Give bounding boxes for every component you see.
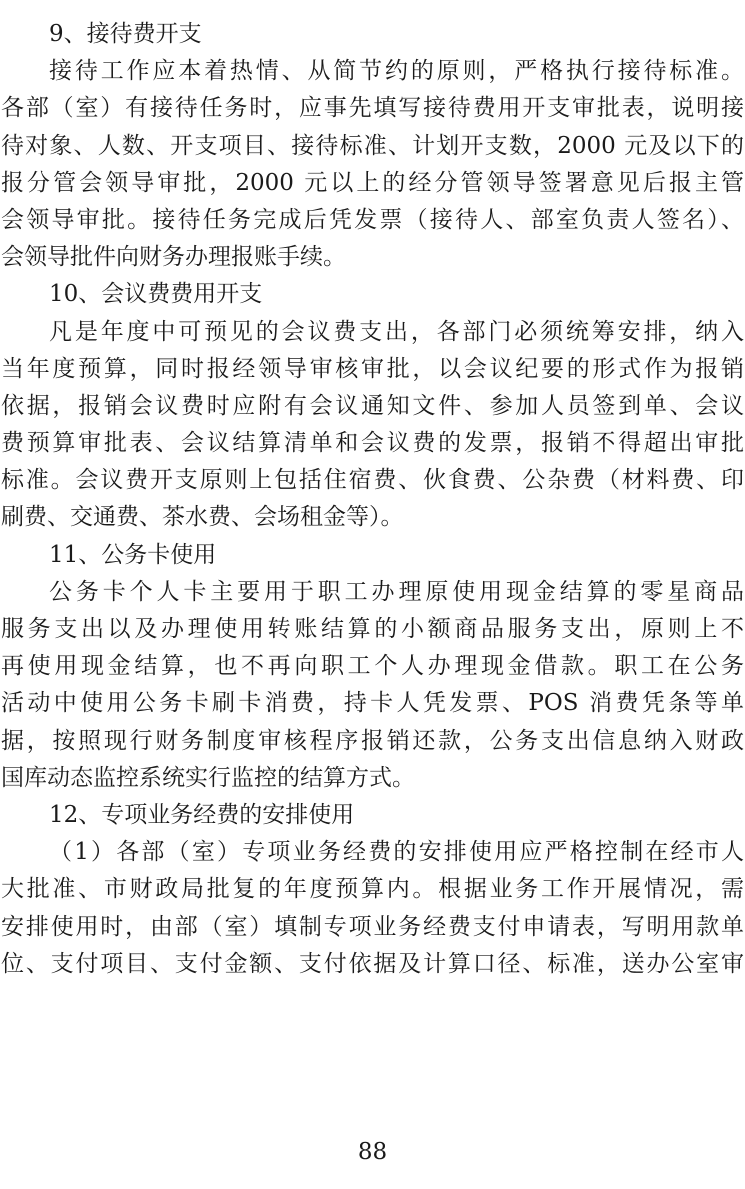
text-line: 标准。会议费开支原则上包括住宿费、伙食费、公杂费（材料费、印 xyxy=(1,467,744,494)
text-line: 各部（室）有接待任务时，应事先填写接待费用开支审批表，说明接 xyxy=(1,95,744,122)
text-line: 服务支出以及办理使用转账结算的小额商品服务支出，原则上不 xyxy=(1,616,744,642)
text-line: 费预算审批表、会议结算清单和会议费的发票，报销不得超出审批 xyxy=(1,430,744,457)
text-line: 刷费、交通费、茶水费、会场租金等）。 xyxy=(1,504,404,531)
text-line: 会领导审批。接待任务完成后凭发票（接待人、部室负责人签名）、 xyxy=(1,206,744,233)
text-line: （1）各部（室）专项业务经费的安排使用应严格控制在经市人 xyxy=(49,839,744,866)
text-line: 大批准、市财政局批复的年度预算内。根据业务工作开展情况，需 xyxy=(1,876,744,903)
text-line: 再使用现金结算，也不再向职工个人办理现金借款。职工在公务 xyxy=(1,653,744,680)
text-line: 待对象、人数、开支项目、接待标准、计划开支数，2000 元及以下的 xyxy=(1,132,744,159)
text-body xyxy=(1,16,744,983)
section-heading: 12、专项业务经费的安排使用 xyxy=(49,801,355,828)
text-line: 安排使用时，由部（室）填制专项业务经费支付申请表，写明用款单 xyxy=(1,913,744,940)
section-heading: 10、会议费费用开支 xyxy=(49,281,263,308)
text-line: 接待工作应本着热情、从简节约的原则，严格执行接待标准。 xyxy=(49,58,744,85)
page-number: 88 xyxy=(357,1139,388,1165)
text-line: 凡是年度中可预见的会议费支出，各部门必须统筹安排，纳入 xyxy=(49,318,744,345)
section-heading: 9、接待费开支 xyxy=(49,21,202,47)
section-heading: 11、公务卡使用 xyxy=(49,541,217,568)
text-line: 国库动态监控系统实行监控的结算方式。 xyxy=(1,764,415,791)
text-line: 位、支付项目、支付金额、支付依据及计算口径、标准，送办公室审 xyxy=(1,950,744,977)
text-line: 活动中使用公务卡刷卡消费，持卡人凭发票、POS 消费凭条等单 xyxy=(1,690,744,717)
text-line: 据，按照现行财务制度审核程序报销还款，公务支出信息纳入财政 xyxy=(1,727,744,754)
text-line: 当年度预算，同时报经领导审核审批，以会议纪要的形式作为报销 xyxy=(1,355,744,382)
text-line: 报分管会领导审批，2000 元以上的经分管领导签署意见后报主管 xyxy=(1,169,744,196)
text-line: 依据，报销会议费时应附有会议通知文件、参加人员签到单、会议 xyxy=(1,392,744,419)
text-line: 公务卡个人卡主要用于职工办理原使用现金结算的零星商品 xyxy=(49,578,744,605)
text-line: 会领导批件向财务办理报账手续。 xyxy=(1,244,346,271)
